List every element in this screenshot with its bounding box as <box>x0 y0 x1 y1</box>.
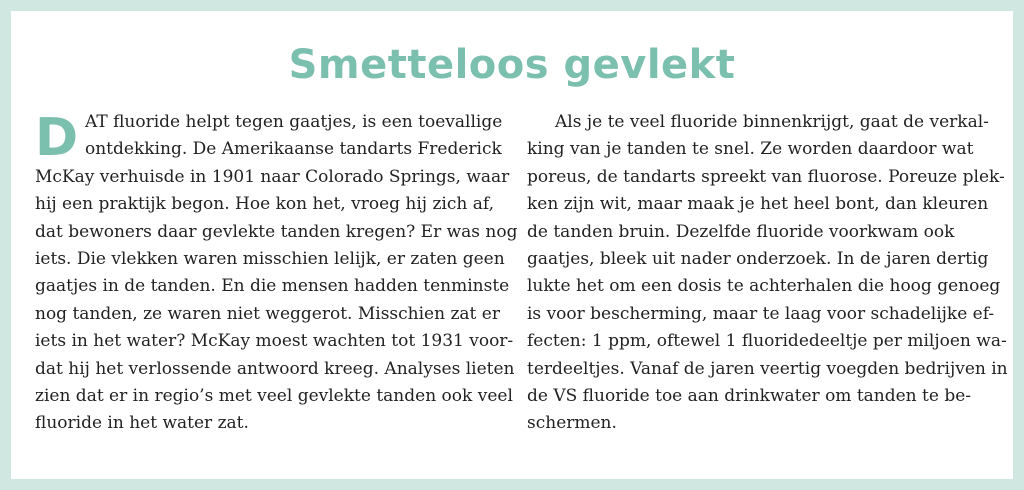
text-line: gaatjes, bleek uit nader onderzoek. In de jaren dertig <box>527 248 989 269</box>
text-line: dat hij het verlossende antwoord kreeg. Analyses lieten <box>35 358 515 379</box>
text-line: ken zijn wit, maar maak je het heel bont, dan kleuren <box>527 194 989 215</box>
text-line: poreus, de tandarts spreekt van fluorose. Poreuze plek- <box>527 166 1005 187</box>
text-line: fluoride in het water zat. <box>35 413 249 434</box>
text-line: dat bewoners daar gevlekte tanden kregen? Er was nog <box>35 221 518 242</box>
text-line: iets. Die vlekken waren misschien lelijk, er zaten geen <box>35 248 505 269</box>
text-line: de tanden bruin. Dezelfde fluoride voorkwam ook <box>527 221 955 242</box>
article-frame <box>11 11 1013 479</box>
text-line: zien dat er in regio’s met veel gevlekte tanden ook veel <box>35 385 513 406</box>
article-title: Smetteloos gevlekt <box>288 42 736 88</box>
text-line: lukte het om een dosis te achterhalen die hoog genoeg <box>527 276 1001 297</box>
right-column <box>527 109 1008 438</box>
text-line: ontdekking. De Amerikaanse tandarts Frederick <box>85 139 502 160</box>
text-line: fecten: 1 ppm, oftewel 1 fluoridedeeltje per miljoen wa- <box>527 331 1007 352</box>
left-column <box>35 108 518 438</box>
text-line: is voor bescherming, maar te laag voor schadelijke ef- <box>527 303 995 324</box>
text-line: de VS fluoride toe aan drinkwater om tanden te be- <box>527 385 972 406</box>
text-line: nog tanden, ze waren niet weggerot. Misschien zat er <box>35 303 500 324</box>
text-line: terdeeltjes. Vanaf de jaren veertig voegden bedrijven in <box>527 358 1008 379</box>
text-line: McKay verhuisde in 1901 naar Colorado Springs, waar <box>35 166 510 187</box>
text-line: hij een praktijk begon. Hoe kon het, vroeg hij zich af, <box>35 194 494 215</box>
text-line: king van je tanden te snel. Ze worden daardoor wat <box>527 139 974 160</box>
drop-cap: D <box>35 108 79 168</box>
text-line: iets in het water? McKay moest wachten tot 1931 voor- <box>35 331 514 352</box>
text-line: Als je te veel fluoride binnenkrijgt, gaat de verkal- <box>555 112 989 132</box>
text-line: AT fluoride helpt tegen gaatjes, is een toevallige <box>85 112 503 132</box>
text-line: schermen. <box>527 413 617 434</box>
text-line: gaatjes in de tanden. En die mensen hadden tenminste <box>35 276 510 297</box>
